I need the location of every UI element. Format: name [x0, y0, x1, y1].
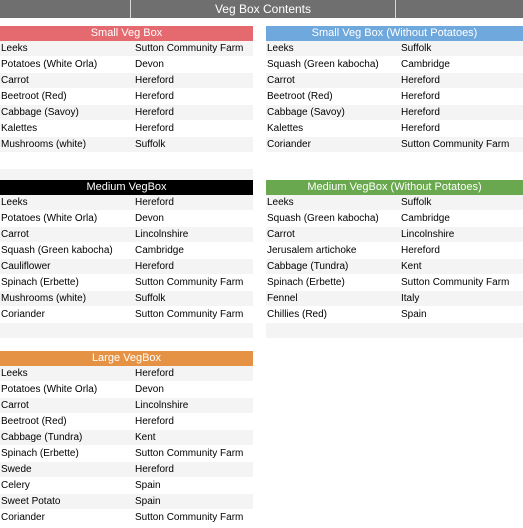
- source-cell[interactable]: Sutton Community Farm: [401, 139, 510, 150]
- source-cell[interactable]: Italy: [401, 293, 420, 304]
- vegetable-cell[interactable]: Cabbage (Savoy): [267, 107, 345, 118]
- table-row[interactable]: [0, 398, 253, 414]
- source-cell[interactable]: Hereford: [401, 123, 440, 134]
- medium-vegbox-header: Medium VegBox: [0, 180, 253, 195]
- medium-vegbox-no-potatoes-header: Medium VegBox (Without Potatoes): [266, 180, 523, 195]
- source-cell[interactable]: Sutton Community Farm: [135, 512, 244, 523]
- source-cell[interactable]: Lincolnshire: [135, 400, 189, 411]
- table-row[interactable]: [0, 478, 253, 494]
- vegetable-cell[interactable]: Fennel: [267, 293, 298, 304]
- source-cell[interactable]: Hereford: [135, 464, 174, 475]
- source-cell[interactable]: Hereford: [135, 416, 174, 427]
- source-cell[interactable]: Devon: [135, 59, 164, 70]
- vegetable-cell[interactable]: Squash (Green kabocha): [267, 59, 379, 70]
- source-cell[interactable]: Hereford: [135, 123, 174, 134]
- table-row[interactable]: [266, 307, 523, 323]
- small-veg-box-no-potatoes-header: Small Veg Box (Without Potatoes): [266, 26, 523, 41]
- table-row[interactable]: [0, 494, 253, 510]
- source-cell[interactable]: Suffolk: [135, 293, 166, 304]
- small-veg-box-header: Small Veg Box: [0, 26, 253, 41]
- table-row[interactable]: [0, 446, 253, 462]
- source-cell[interactable]: Cambridge: [401, 213, 450, 224]
- table-row[interactable]: [0, 291, 253, 307]
- large-vegbox-table: [0, 351, 253, 526]
- table-row[interactable]: [0, 275, 253, 291]
- source-cell[interactable]: Sutton Community Farm: [135, 309, 244, 320]
- vegetable-cell[interactable]: Cabbage (Tundra): [1, 432, 83, 443]
- table-row[interactable]: [0, 89, 253, 105]
- source-cell[interactable]: Hereford: [401, 107, 440, 118]
- source-cell[interactable]: Hereford: [135, 261, 174, 272]
- table-row[interactable]: [266, 275, 523, 291]
- source-cell[interactable]: Hereford: [401, 91, 440, 102]
- vegetable-cell[interactable]: Chillies (Red): [267, 309, 328, 320]
- vegetable-cell[interactable]: Coriander: [1, 512, 45, 523]
- table-row[interactable]: [0, 382, 253, 398]
- vegetable-cell[interactable]: Beetroot (Red): [267, 91, 333, 102]
- vegetable-cell[interactable]: Mushrooms (white): [1, 139, 87, 150]
- vegetable-cell[interactable]: Potatoes (White Orla): [1, 213, 98, 224]
- title-bar-cell-left[interactable]: [0, 0, 131, 18]
- table-row[interactable]: [266, 243, 523, 259]
- source-cell[interactable]: Hereford: [401, 245, 440, 256]
- table-row[interactable]: [266, 211, 523, 227]
- small-veg-box-table: [0, 26, 253, 185]
- empty-row[interactable]: [0, 153, 253, 169]
- vegetable-cell[interactable]: Carrot: [267, 229, 295, 240]
- table-row[interactable]: [266, 121, 523, 137]
- source-cell[interactable]: Sutton Community Farm: [135, 448, 244, 459]
- vegetable-cell[interactable]: Leeks: [1, 197, 28, 208]
- table-row[interactable]: [0, 243, 253, 259]
- vegetable-cell[interactable]: Sweet Potato: [1, 496, 61, 507]
- vegetable-cell[interactable]: Beetroot (Red): [1, 91, 67, 102]
- vegetable-cell[interactable]: Cauliflower: [1, 261, 51, 272]
- sheet-title: Veg Box Contents: [131, 0, 396, 18]
- vegetable-cell[interactable]: Carrot: [1, 400, 29, 411]
- table-row[interactable]: [266, 259, 523, 275]
- empty-row[interactable]: [0, 323, 253, 339]
- vegetable-cell[interactable]: Leeks: [267, 197, 294, 208]
- vegetable-cell[interactable]: Carrot: [267, 75, 295, 86]
- vegetable-cell[interactable]: Cabbage (Savoy): [1, 107, 79, 118]
- table-row[interactable]: [0, 195, 253, 211]
- source-cell[interactable]: Lincolnshire: [135, 229, 189, 240]
- source-cell[interactable]: Kent: [135, 432, 156, 443]
- vegetable-cell[interactable]: Leeks: [1, 43, 28, 54]
- source-cell[interactable]: Sutton Community Farm: [135, 43, 244, 54]
- vegetable-cell[interactable]: Leeks: [1, 368, 28, 379]
- table-row[interactable]: [266, 227, 523, 243]
- table-row[interactable]: [0, 510, 253, 526]
- table-row[interactable]: [0, 430, 253, 446]
- vegetable-cell[interactable]: Swede: [1, 464, 32, 475]
- source-cell[interactable]: Hereford: [135, 197, 174, 208]
- table-row[interactable]: [266, 105, 523, 121]
- vegetable-cell[interactable]: Coriander: [267, 139, 311, 150]
- table-row[interactable]: [0, 57, 253, 73]
- vegetable-cell[interactable]: Spinach (Erbette): [1, 448, 79, 459]
- vegetable-cell[interactable]: Carrot: [1, 75, 29, 86]
- table-row[interactable]: [266, 195, 523, 211]
- source-cell[interactable]: Suffolk: [401, 197, 432, 208]
- vegetable-cell[interactable]: Kalettes: [1, 123, 38, 134]
- table-row[interactable]: [266, 89, 523, 105]
- source-cell[interactable]: Hereford: [401, 75, 440, 86]
- vegetable-cell[interactable]: Carrot: [1, 229, 29, 240]
- table-row[interactable]: [0, 414, 253, 430]
- vegetable-cell[interactable]: Squash (Green kabocha): [1, 245, 113, 256]
- small-veg-box-rows: [0, 41, 253, 185]
- vegetable-cell[interactable]: Cabbage (Tundra): [267, 261, 349, 272]
- source-cell[interactable]: Suffolk: [401, 43, 432, 54]
- table-row[interactable]: [0, 41, 253, 57]
- source-cell[interactable]: Lincolnshire: [401, 229, 455, 240]
- vegetable-cell[interactable]: Squash (Green kabocha): [267, 213, 379, 224]
- source-cell[interactable]: Sutton Community Farm: [135, 277, 244, 288]
- small-veg-box-no-potatoes-table: [266, 26, 523, 169]
- source-cell[interactable]: Hereford: [135, 75, 174, 86]
- vegetable-cell[interactable]: Potatoes (White Orla): [1, 59, 98, 70]
- source-cell[interactable]: Sutton Community Farm: [401, 277, 510, 288]
- table-row[interactable]: [266, 291, 523, 307]
- table-row[interactable]: [0, 259, 253, 275]
- table-row[interactable]: [0, 137, 253, 153]
- table-row[interactable]: [266, 41, 523, 57]
- title-bar-cell-right[interactable]: [396, 0, 523, 18]
- medium-vegbox-no-potatoes-rows: [266, 195, 523, 339]
- table-row[interactable]: [0, 121, 253, 137]
- vegetable-cell[interactable]: Potatoes (White Orla): [1, 384, 98, 395]
- source-cell[interactable]: Cambridge: [135, 245, 184, 256]
- medium-vegbox-no-potatoes-table: [266, 180, 523, 339]
- medium-vegbox-table: [0, 180, 253, 339]
- source-cell[interactable]: Cambridge: [401, 59, 450, 70]
- empty-row[interactable]: [266, 323, 523, 339]
- source-cell[interactable]: Hereford: [135, 91, 174, 102]
- table-row[interactable]: [0, 227, 253, 243]
- table-row[interactable]: [0, 462, 253, 478]
- vegetable-cell[interactable]: Mushrooms (white): [1, 293, 87, 304]
- source-cell[interactable]: Devon: [135, 213, 164, 224]
- large-vegbox-rows: [0, 366, 253, 526]
- vegetable-cell[interactable]: Spinach (Erbette): [1, 277, 79, 288]
- source-cell[interactable]: Devon: [135, 384, 164, 395]
- large-vegbox-header: Large VegBox: [0, 351, 253, 366]
- vegetable-cell[interactable]: Spinach (Erbette): [267, 277, 345, 288]
- vegetable-cell[interactable]: Kalettes: [267, 123, 304, 134]
- table-row[interactable]: [266, 137, 523, 153]
- table-row[interactable]: [0, 211, 253, 227]
- vegetable-cell[interactable]: Leeks: [267, 43, 294, 54]
- source-cell[interactable]: Hereford: [135, 368, 174, 379]
- source-cell[interactable]: Spain: [135, 496, 161, 507]
- table-row[interactable]: [0, 307, 253, 323]
- vegetable-cell[interactable]: Celery: [1, 480, 30, 491]
- table-row[interactable]: [0, 105, 253, 121]
- table-row[interactable]: [0, 73, 253, 89]
- source-cell[interactable]: Spain: [135, 480, 161, 491]
- sheet-title-bar: [0, 0, 523, 18]
- source-cell[interactable]: Spain: [401, 309, 427, 320]
- vegetable-cell[interactable]: Beetroot (Red): [1, 416, 67, 427]
- medium-vegbox-rows: [0, 195, 253, 339]
- table-row[interactable]: [0, 366, 253, 382]
- empty-row[interactable]: [266, 153, 523, 169]
- vegetable-cell[interactable]: Jerusalem artichoke: [267, 245, 357, 256]
- vegetable-cell[interactable]: Coriander: [1, 309, 45, 320]
- source-cell[interactable]: Kent: [401, 261, 422, 272]
- source-cell[interactable]: Suffolk: [135, 139, 166, 150]
- table-row[interactable]: [266, 73, 523, 89]
- source-cell[interactable]: Hereford: [135, 107, 174, 118]
- small-veg-box-no-potatoes-rows: [266, 41, 523, 169]
- table-row[interactable]: [266, 57, 523, 73]
